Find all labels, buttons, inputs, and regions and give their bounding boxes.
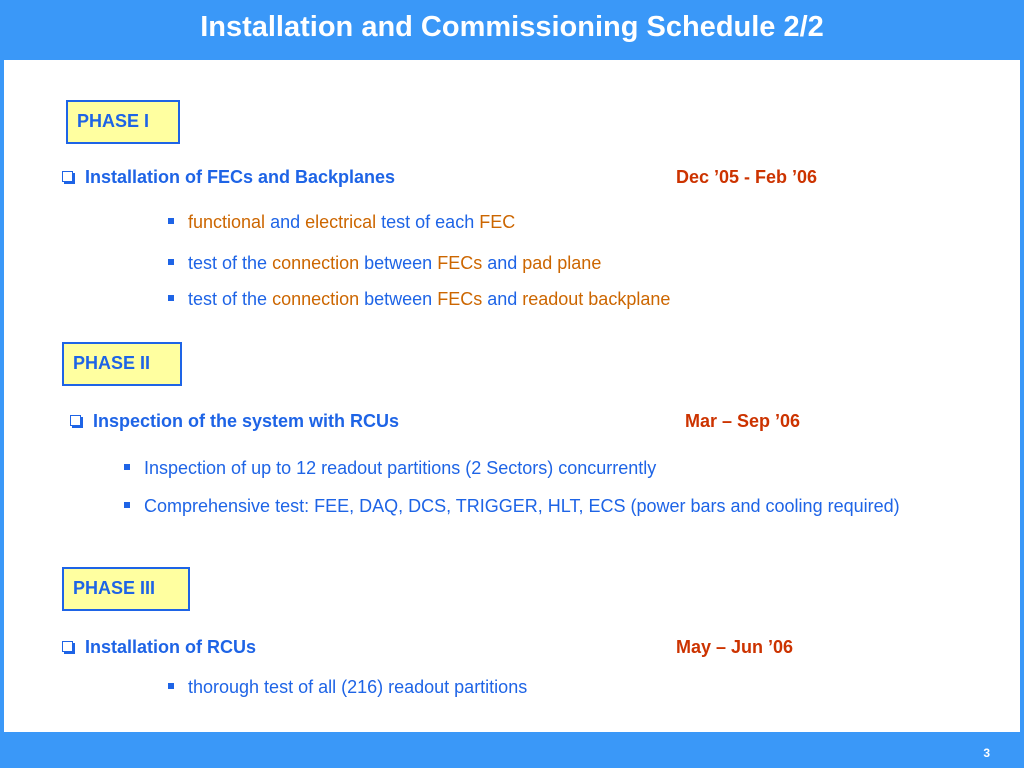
checkbox-bullet-icon xyxy=(62,641,73,652)
phase-1-bullet-2: test of the connection between FECs and pad plane xyxy=(168,253,601,274)
phase-1-bullet-1: functional and electrical test of each FEC xyxy=(168,212,515,233)
square-bullet-icon xyxy=(168,295,174,301)
phase-2-bullet-1: Inspection of up to 12 readout partitions (2 Sectors) concurrently xyxy=(124,458,656,479)
title-bar xyxy=(0,0,1024,58)
checkbox-bullet-icon xyxy=(70,415,81,426)
phase-3-heading: Installation of RCUs xyxy=(62,637,256,658)
slide-content xyxy=(4,60,1020,732)
phase-3-box xyxy=(62,567,190,611)
phase-3-bullet-1: thorough test of all (216) readout partitions xyxy=(168,677,527,698)
phase-1-box xyxy=(66,100,180,144)
phase-3-date: May – Jun ’06 xyxy=(676,637,794,657)
square-bullet-icon xyxy=(168,218,174,224)
phase-1-date: Dec ’05 - Feb ’06 xyxy=(676,167,818,187)
square-bullet-icon xyxy=(124,464,130,470)
phase-2-bullet-2: Comprehensive test: FEE, DAQ, DCS, TRIGGER, HLT, ECS (power bars and cooling required) xyxy=(124,493,956,520)
phase-3-label: PHASE III xyxy=(73,578,156,598)
phase-2-heading: Inspection of the system with RCUs xyxy=(70,411,399,432)
square-bullet-icon xyxy=(168,683,174,689)
page-number: 3 xyxy=(983,746,990,760)
square-bullet-icon xyxy=(168,259,174,265)
phase-1-bullet-3: test of the connection between FECs and readout backplane xyxy=(168,289,670,310)
checkbox-bullet-icon xyxy=(62,171,73,182)
phase-1-heading: Installation of FECs and Backplanes xyxy=(62,167,395,188)
phase-2-label: PHASE II xyxy=(73,353,151,373)
slide-title: Installation and Commissioning Schedule 2/2 xyxy=(200,11,824,43)
footer-bar xyxy=(0,734,1024,768)
phase-1-label: PHASE I xyxy=(77,111,150,131)
square-bullet-icon xyxy=(124,502,130,508)
phase-2-date: Mar – Sep ’06 xyxy=(685,411,801,431)
phase-2-box xyxy=(62,342,182,386)
